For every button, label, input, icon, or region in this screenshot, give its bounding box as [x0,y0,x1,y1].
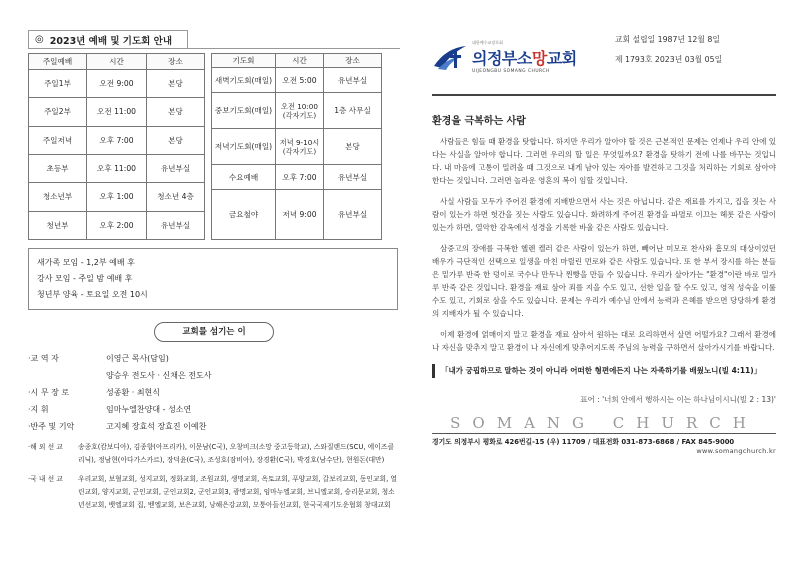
table-row: 주일1부 오전 9:00 본당 [29,69,205,97]
church-name: 의정부소망교회 [472,49,577,68]
divider [432,94,776,96]
table-header: 시간 [87,54,147,70]
table-row: 청년부 오후 2:00 유년부실 [29,211,205,239]
prayer-table [211,53,382,240]
table-row: 초등부 오후 11:00 유년부실 [29,154,205,182]
table-row: 주일저녁 오후 7:00 본당 [29,126,205,154]
list-item: 양승우 전도사 · 신채은 전도사 [106,371,212,380]
schedule-title: ◎ 2023년 예배 및 기도회 안내 [28,30,188,48]
article-paragraph: 사실 사람들 모두가 주어진 환경에 지배받으면서 사는 것은 아닙니다. 같은 재료를 가지고, 집을 짓는 사람이 있는가 하면 헛간을 짓는 사람도 있습니다. 화려하게 주어진 환경을 파멸로 이끄는 헤롯 같은 사람이 있는가 하면, 열악한 감옥에서 성경을 기록한 바울 같은 사람도 있습니다. [432,197,776,232]
table-header: 장소 [324,54,382,68]
list-item: ·지 휘 임마누엘찬양대 - 성소연 [28,405,192,414]
divider [432,433,776,434]
meetings-box [28,248,398,310]
domestic-missions: ·국 내 선 교 우리교회, 보혈교회, 성지교회, 정화교회, 조원교회, 생명교회, 옥토교회, 푸양교회, 갈보리교회, 동인교회, 열린교회, 양지교회, 군인교회, 군인교회2, 군인교회3, 광명교회, 임마누엘교회, 브니엘교회, 승리문교회, 청소년선교회, 뱃엘교회 집, 벧엘교회, 보은교회, 낭해은강교회, 모퉁아들선교회, 한국국제기도운협회 창대교회 [28,475,397,509]
article-title: 환경을 극복하는 사람 [432,116,526,127]
right-column [432,30,776,455]
table-row: 금요철야 저녁 9:00 유년부실 [212,190,382,240]
list-item: ·교 역 자 이영근 목사(담임) [28,354,169,363]
table-header: 기도회 [212,54,276,68]
somang-church-banner: SOMANG CHURCH [450,414,758,432]
article-paragraph: 사람들은 힘들 때 환경을 탓합니다. 하지만 우리가 알아야 할 것은 근본적인 문제는 언제나 우리 안에 있다는 사실을 알아야 합니다. 그러면 우리의 할 일은 무엇일까요? 환경을 탓하기 전에 나를 바꾸는 것입니다. 내 마음에 고통이 밀려올 때 그것으로 내게 남아 있는 자아를 발견하고 그것을 처리하는 기회로 삼아야 한다는 것입니다. 그러면 놀라운 영혼의 복이 임할 것입니다. [432,137,776,185]
serve-title: 교회를 섬기는 이 [154,322,274,342]
website-link[interactable]: www.somangchurch.kr [696,447,776,455]
table-header: 장소 [147,54,205,70]
table-header: 주일예배 [29,54,87,70]
target-icon: ◎ [35,34,44,45]
table-row: 저녁기도회(매일) 저녁 9-10시 (각자기도) 본당 [212,129,382,165]
cross-wave-icon [432,42,468,72]
table-row: 수요예배 오후 7:00 유년부실 [212,165,382,190]
left-column [28,30,400,512]
publication-info [615,30,722,70]
table-row: 청소년부 오후 1:00 청소년 4층 [29,183,205,211]
church-logo: 대한예수교장로회 의정부소망교회 UIJEONGBU SOMANG CHURCH [432,40,597,74]
bible-verse: 「내가 궁핍하므로 말하는 것이 아니라 어떠한 형편에든지 나는 자족하기를 배웠노니(빌 4:11)」 [432,364,776,378]
founded-date: 교회 설립일 1987년 12월 8일 [615,35,720,44]
church-motto: 표어 : '너희 안에서 행하시는 이는 하나님이시니(빌 2 : 13)' [580,395,776,404]
list-item: ·반주 및 기악 고지혜 장효석 장효진 이예찬 [28,422,207,431]
serve-list [28,350,400,512]
meeting-item: 새가족 모임 - 1,2부 예배 후 [37,258,135,267]
meeting-item: 강사 모임 - 주일 밤 예배 후 [37,274,133,283]
table-row: 새벽기도회(매일) 오전 5:00 유년부실 [212,68,382,93]
list-item: ·시 무 장 로 성종환 · 최현식 [28,388,160,397]
table-header: 시간 [276,54,324,68]
overseas-missions: ·해 외 선 교 송종호(캄보디아), 김종향(아프리카), 이문남(C국), 오창비크(소망 중고등학교), 스와질랜드(SCU, 에이즈클리닉), 정남현(아다가스카르), 장덕윤(C국), 조성호(잠비아), 장경환(C국), 박경호(남수단), 현원돈(대만) [28,443,394,464]
table-row: 중보기도회(매일) 오전 10:00 (각자기도) 1층 사무실 [212,93,382,129]
meeting-item: 청년부 양육 - 토요일 오전 10시 [37,290,148,299]
bulletin-header [432,30,776,90]
article-paragraph: 삼중고의 장애를 극복한 헬렌 켈러 같은 사람이 있는가 하면, 빼어난 미모로 찬사와 흠모의 대상이었던 배우가 극단적인 선택으로 일생을 마친 마릴린 먼로와 같은 사람도 있습니다. 또 한 부서 장시를 하는 분들은 밑가루 반죽 한 덩이로 국수나 만두나 찐빵을 만들 수 있습니다. 우리가 살아가는 "환경"이란 바로 밀가루 반죽 같은 것입니다. 환경을 재료 삼아 죄를 지을 수도 있고, 선한 일을 할 수도 있고, 영적 성숙을 이룰 수도 있고, 기회로 삼을 수도 있습니다. 문제는 우리가 예수님 안에서 능력과 은혜를 받으면 당당하게 환경의 지배자가 될 수 있습니다. [432,244,776,318]
worship-table [28,53,205,240]
schedule-tables [28,48,400,240]
church-address: 경기도 의정부시 평화로 426번길-15 (우) 11709 / 대표전화 031-873-6868 / FAX 845-9000 [432,438,735,446]
issue-number: 제 1793호 2023년 03월 05일 [615,55,723,64]
table-row: 주일2부 오전 11:00 본당 [29,98,205,126]
article-paragraph: 이제 환경에 얽매이지 말고 환경을 재료 삼아서 원하는 대로 요리하면서 살면 어떨가요? 그래서 환경에 나 자신을 맞추지 말고 환경이 나 자신에게 맞추어지도록 주님의 능력을 구하면서 살아가시기를 바랍니다. [432,330,776,352]
